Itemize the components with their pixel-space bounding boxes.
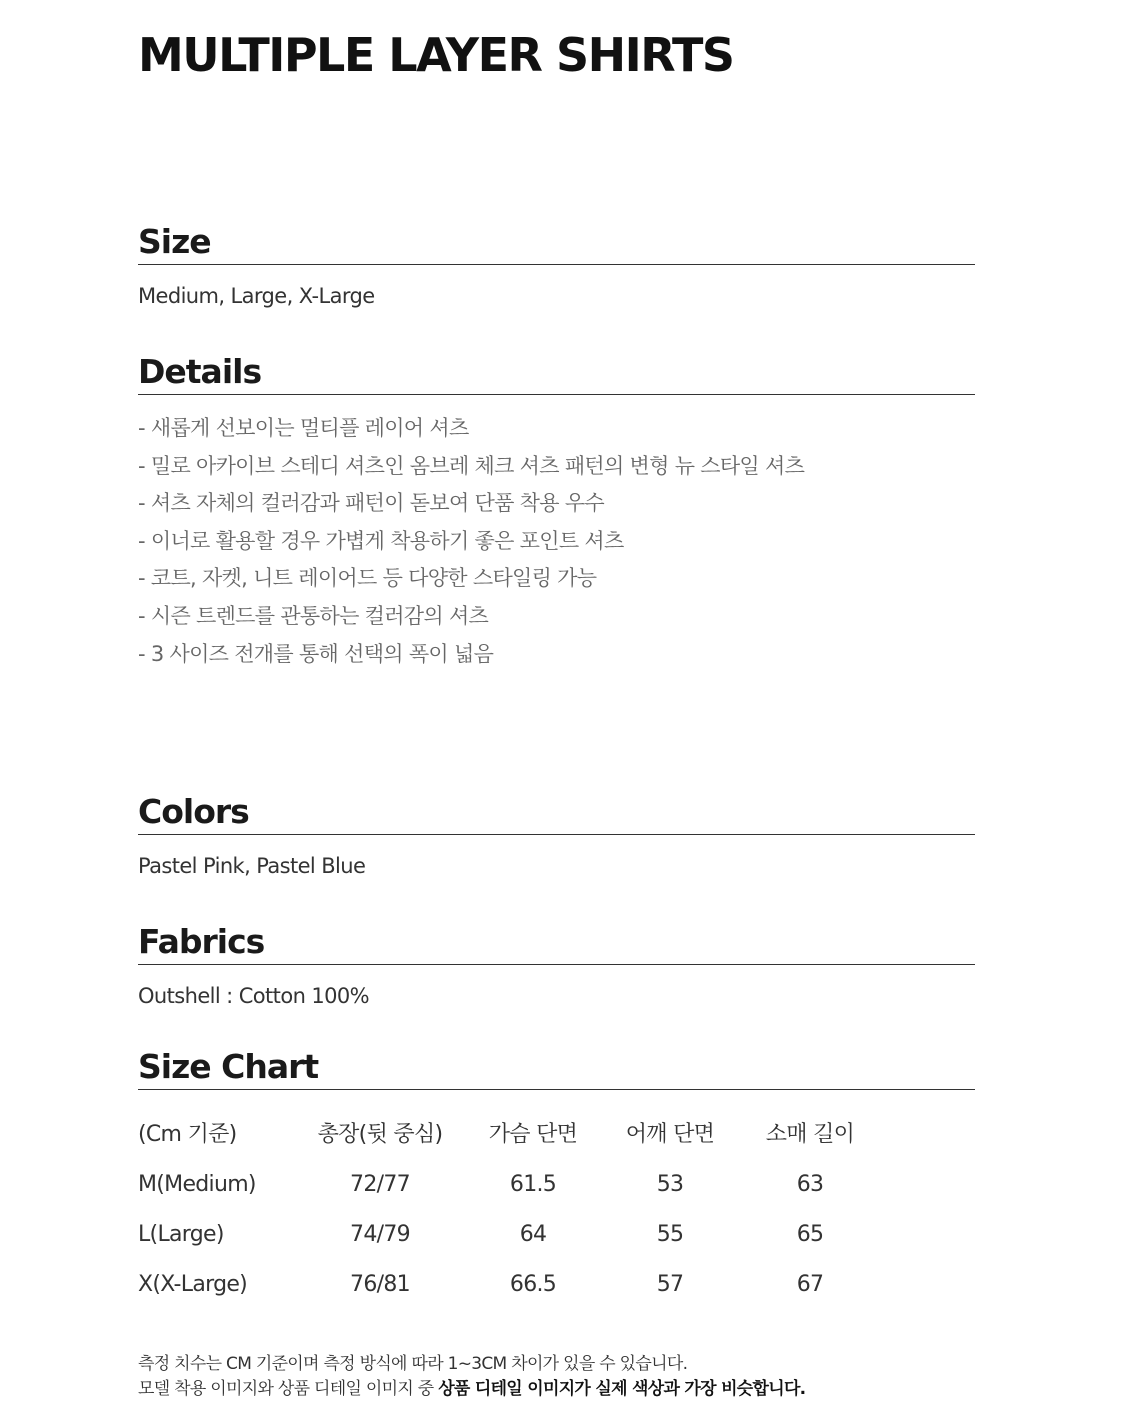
size-options-text: Medium, Large, X-Large [138,284,375,308]
details-item: - 셔츠 자체의 컬러감과 패턴이 돋보여 단품 착용 우수 [138,491,604,516]
details-item: - 새롭게 선보이는 멀티플 레이어 셔츠 [138,416,469,440]
table-cell: 67 [796,1272,824,1297]
table-cell: 65 [796,1222,824,1247]
row-label: L(Large) [138,1222,224,1247]
size-heading: Size [138,222,975,265]
details-item: - 코트, 자켓, 니트 레이어드 등 다양한 스타일링 가능 [138,566,597,591]
table-cell: 55 [656,1222,684,1247]
column-header: 어깨 단면 [625,1122,715,1147]
details-heading: Details [138,352,975,395]
colors-text: Pastel Pink, Pastel Blue [138,854,366,878]
size-chart-heading: Size Chart [138,1047,975,1090]
table-cell: 66.5 [509,1272,557,1297]
measurement-note: 측정 치수는 CM 기준이며 측정 방식에 따라 1~3CM 차이가 있을 수 있습니다. [138,1354,688,1374]
color-note-prefix: 모델 착용 이미지와 상품 디테일 이미지 중 [138,1379,439,1399]
table-row [138,1165,898,1215]
table-row [138,1265,898,1315]
table-cell: 57 [656,1272,684,1297]
column-header: 소매 길이 [765,1122,855,1147]
size-chart-table [138,1115,898,1315]
fabrics-heading: Fabrics [138,922,975,965]
table-cell: 61.5 [509,1172,557,1197]
color-note-emphasis: 상품 디테일 이미지가 실제 색상과 가장 비슷합니다. [438,1379,806,1399]
column-header: 가슴 단면 [488,1122,578,1147]
details-item: - 3 사이즈 전개를 통해 선택의 폭이 넓음 [138,641,494,666]
product-title: MULTIPLE LAYER SHIRTS [138,28,734,82]
size-chart-header-row [138,1115,898,1165]
colors-heading: Colors [138,792,975,835]
row-label: X(X-Large) [138,1272,248,1297]
table-row [138,1215,898,1265]
table-cell: 72/77 [350,1172,410,1197]
table-cell: 64 [519,1222,547,1247]
table-cell: 76/81 [350,1272,410,1297]
details-item: - 시즌 트렌드를 관통하는 컬러감의 셔츠 [138,603,489,628]
details-list [138,413,804,676]
fabrics-text: Outshell : Cotton 100% [138,984,369,1008]
table-cell: 74/79 [350,1222,410,1247]
details-item: - 이너로 활용할 경우 가볍게 착용하기 좋은 포인트 셔츠 [138,528,624,553]
table-cell: 53 [656,1172,684,1197]
column-header: (Cm 기준) [138,1122,237,1147]
table-cell: 63 [796,1172,824,1197]
row-label: M(Medium) [138,1172,256,1197]
details-item: - 밀로 아카이브 스테디 셔츠인 옴브레 체크 셔츠 패턴의 변형 뉴 스타일 셔츠 [138,453,805,478]
column-header: 총장(뒷 중심) [317,1122,443,1147]
color-note [138,1374,805,1399]
